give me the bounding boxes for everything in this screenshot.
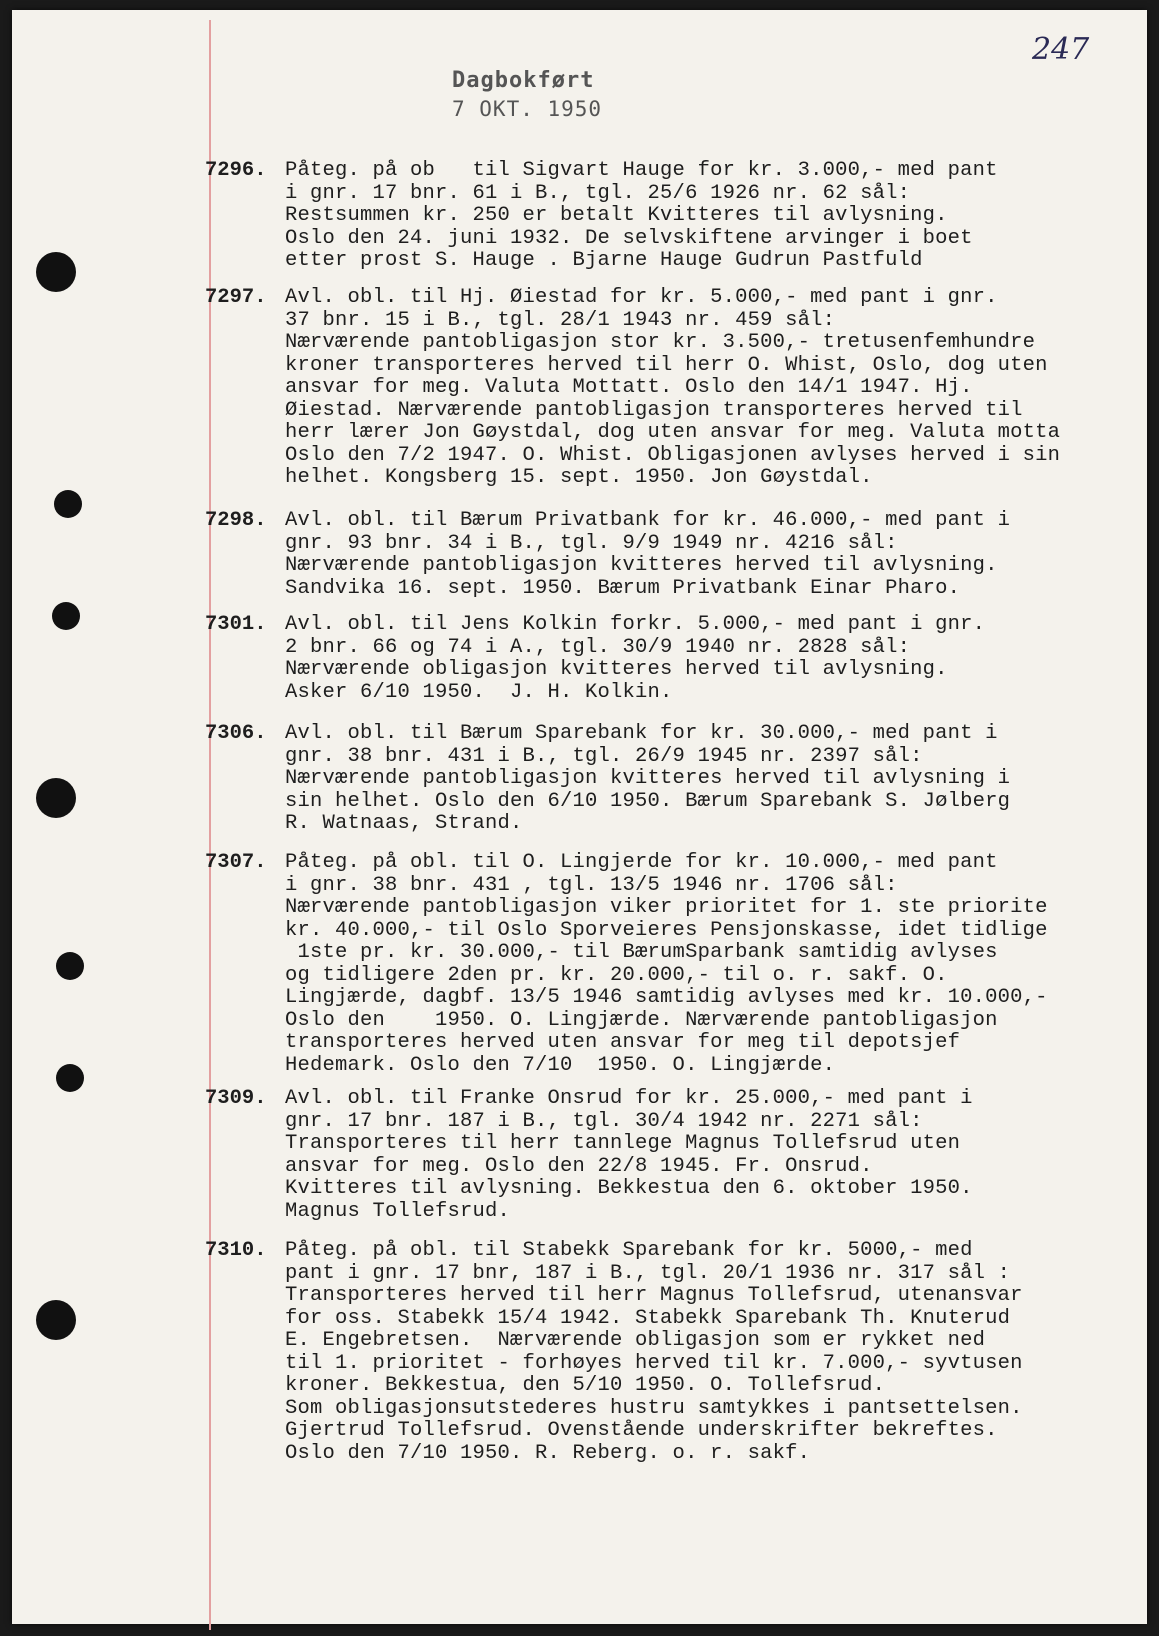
entry-line: Nærværende pantobligasjon viker prioritet for 1. ste priorite: [285, 896, 1048, 919]
entry-line: etter prost S. Hauge . Bjarne Hauge Gudrun Pastfuld: [285, 249, 923, 272]
entry-line: Oslo den 24. juni 1932. De selvskiftene arvinger i boet: [285, 226, 973, 250]
punch-hole: [56, 1064, 84, 1092]
entry-line: kroner. Bekkestua, den 5/10 1950. O. Tollefsrud.: [285, 1374, 886, 1397]
entry-line: Nærværende pantobligasjon stor kr. 3.500,- tretusenfemhundre: [285, 331, 1036, 354]
entry-line: ansvar for meg. Valuta Mottatt. Oslo den 14/1 1947. Hj.: [285, 376, 973, 399]
entry-line: Påteg. på ob til Sigvart Hauge for kr. 3.000,- med pant: [285, 159, 998, 182]
entry-line: Nærværende obligasjon kvitteres herved til avlysning.: [285, 658, 948, 681]
entry-line: kroner transporteres herved til herr O. Whist, Oslo, dog uten: [285, 353, 1048, 377]
entry-line: Oslo den 7/2 1947. O. Whist. Obligasjonen avlyses herved i sin: [285, 443, 1061, 467]
entry-text: [285, 1088, 1125, 1223]
entry-line: R. Watnaas, Strand.: [285, 812, 523, 835]
entry-line: sin helhet. Oslo den 6/10 1950. Bærum Sparebank S. Jølberg: [285, 789, 1011, 813]
entry-line: E. Engebretsen. Nærværende obligasjon som er rykket ned: [285, 1329, 986, 1352]
entry-line: Avl. obl. til Hj. Øiestad for kr. 5.000,- med pant i gnr.: [285, 286, 998, 309]
punch-hole: [36, 778, 76, 818]
entry-line: transporteres herved uten ansvar for meg til depotsjef: [285, 1031, 961, 1054]
stamp-title: Dagbokført: [452, 68, 595, 93]
punch-hole: [36, 1300, 76, 1340]
entry-line: gnr. 93 bnr. 34 i B., tgl. 9/9 1949 nr. 4216 sål:: [285, 531, 898, 555]
entry-line: 2 bnr. 66 og 74 i A., tgl. 30/9 1940 nr. 2828 sål:: [285, 635, 911, 659]
entry-text: [285, 852, 1125, 1077]
entry-number: 7297.: [205, 286, 267, 309]
entry-line: Avl. obl. til Jens Kolkin forkr. 5.000,- med pant i gnr.: [285, 613, 986, 636]
entry-line: ansvar for meg. Oslo den 22/8 1945. Fr. Onsrud.: [285, 1154, 873, 1178]
entry-text: [285, 287, 1125, 490]
entry-line: Kvitteres til avlysning. Bekkestua den 6. oktober 1950.: [285, 1177, 973, 1200]
entry-line: helhet. Kongsberg 15. sept. 1950. Jon Gøystdal.: [285, 466, 873, 489]
punch-hole: [52, 602, 80, 630]
entry-number: 7310.: [205, 1239, 267, 1262]
entry-line: gnr. 17 bnr. 187 i B., tgl. 30/4 1942 nr. 2271 sål:: [285, 1109, 923, 1133]
entry-line: 37 bnr. 15 i B., tgl. 28/1 1943 nr. 459 sål:: [285, 308, 836, 332]
entry-line: Hedemark. Oslo den 7/10 1950. O. Lingjærde.: [285, 1053, 836, 1077]
entry-number: 7307.: [205, 851, 267, 874]
entry-number: 7301.: [205, 613, 267, 636]
entry-number: 7298.: [205, 509, 267, 532]
entry-line: Lingjærde, dagbf. 13/5 1946 samtidig avlyses med kr. 10.000,-: [285, 986, 1048, 1009]
entry-line: i gnr. 38 bnr. 431 , tgl. 13/5 1946 nr. 1706 sål:: [285, 873, 898, 897]
entry-number: 7296.: [205, 159, 267, 182]
entry-text: [285, 1240, 1125, 1465]
register-entry: [205, 852, 1125, 1077]
entry-line: herr lærer Jon Gøystdal, dog uten ansvar for meg. Valuta motta: [285, 421, 1061, 444]
entry-text: [285, 723, 1125, 836]
stamp-date: 7 OKT. 1950: [452, 97, 603, 121]
register-entry: [205, 1240, 1125, 1465]
entry-line: Avl. obl. til Franke Onsrud for kr. 25.000,- med pant i: [285, 1087, 973, 1110]
entry-number: 7306.: [205, 722, 267, 745]
entry-line: 1ste pr. kr. 30.000,- til BærumSparbank samtidig avlyses: [285, 941, 998, 964]
entry-line: Restsummen kr. 250 er betalt Kvitteres til avlysning.: [285, 204, 948, 227]
entry-text: [285, 614, 1125, 704]
entry-line: Oslo den 1950. O. Lingjærde. Nærværende pantobligasjon: [285, 1008, 998, 1032]
entry-line: Som obligasjonsutstederes hustru samtykkes i pantsettelsen.: [285, 1396, 1023, 1420]
entry-line: Påteg. på obl. til Stabekk Sparebank for kr. 5000,- med: [285, 1239, 973, 1262]
entry-line: Oslo den 7/10 1950. R. Reberg. o. r. sakf.: [285, 1441, 811, 1465]
register-entry: [205, 614, 1125, 704]
entry-line: Øiestad. Nærværende pantobligasjon transporteres herved til: [285, 398, 1023, 422]
entry-line: Transporteres herved til herr Magnus Tollefsrud, utenansvar: [285, 1284, 1023, 1307]
entry-number: 7309.: [205, 1087, 267, 1110]
entry-line: Sandvika 16. sept. 1950. Bærum Privatbank Einar Pharo.: [285, 576, 961, 600]
entry-line: Asker 6/10 1950. J. H. Kolkin.: [285, 680, 673, 704]
entry-line: Avl. obl. til Bærum Sparebank for kr. 30.000,- med pant i: [285, 722, 998, 745]
register-entry: [205, 287, 1125, 490]
punch-hole: [54, 490, 82, 518]
entry-line: i gnr. 17 bnr. 61 i B., tgl. 25/6 1926 nr. 62 sål:: [285, 181, 911, 205]
punch-hole: [56, 952, 84, 980]
entry-line: Nærværende pantobligasjon kvitteres herved til avlysning.: [285, 554, 998, 577]
page-number: 247: [1032, 32, 1090, 67]
entry-line: kr. 40.000,- til Oslo Sporveieres Pensjonskasse, idet tidlige: [285, 918, 1048, 942]
register-entry: [205, 510, 1125, 600]
entry-text: [285, 510, 1125, 600]
entry-text: [285, 160, 1125, 273]
entry-line: Transporteres til herr tannlege Magnus Tollefsrud uten: [285, 1132, 961, 1155]
entry-line: Nærværende pantobligasjon kvitteres herved til avlysning i: [285, 767, 1011, 790]
entry-line: til 1. prioritet - forhøyes herved til kr. 7.000,- syvtusen: [285, 1351, 1023, 1375]
entry-line: pant i gnr. 17 bnr, 187 i B., tgl. 20/1 1936 nr. 317 sål :: [285, 1261, 1011, 1285]
register-entry: [205, 723, 1125, 836]
register-entry: [205, 160, 1125, 273]
entry-line: for oss. Stabekk 15/4 1942. Stabekk Sparebank Th. Knuterud: [285, 1306, 1011, 1330]
entry-line: Gjertrud Tollefsrud. Ovenstående underskrifter bekreftes.: [285, 1419, 998, 1442]
entry-line: Magnus Tollefsrud.: [285, 1199, 511, 1223]
entry-line: Påteg. på obl. til O. Lingjerde for kr. 10.000,- med pant: [285, 851, 998, 874]
entry-line: og tidligere 2den pr. kr. 20.000,- til o. r. sakf. O.: [285, 963, 948, 987]
entry-line: Avl. obl. til Bærum Privatbank for kr. 46.000,- med pant i: [285, 509, 1011, 532]
punch-hole: [36, 252, 76, 292]
entry-line: gnr. 38 bnr. 431 i B., tgl. 26/9 1945 nr. 2397 sål:: [285, 744, 923, 768]
date-stamp: [452, 68, 602, 121]
register-entry: [205, 1088, 1125, 1223]
